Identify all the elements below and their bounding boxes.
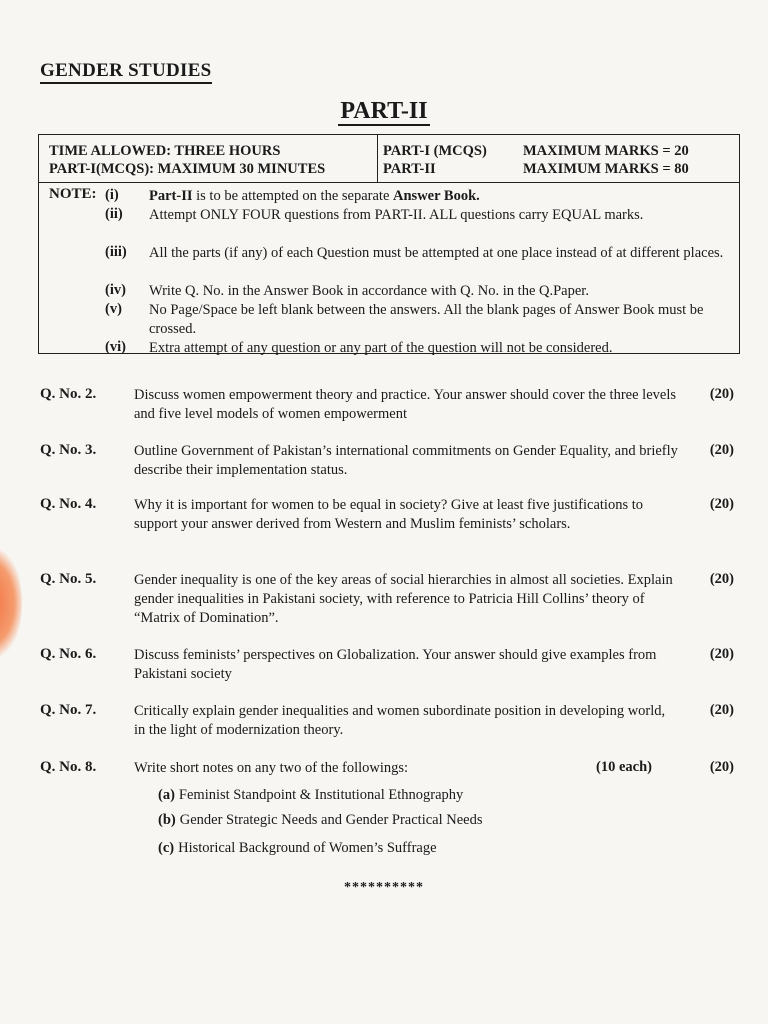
question-text: Write short notes on any two of the followings: <box>134 760 409 776</box>
part2-label: PART-II <box>383 161 436 177</box>
sub-item-a <box>158 787 463 804</box>
part1-label: PART-I (MCQS) <box>383 143 487 159</box>
note-text: No Page/Space be left blank between the answers. All the blank pages of Answer Book must be crossed. <box>149 302 704 337</box>
note-num: (ii) <box>105 206 123 222</box>
question-marks: (20) <box>709 646 734 662</box>
note-text: All the parts (if any) of each Question must be attempted at one place instead of at different places. <box>149 245 724 261</box>
part-title-text: PART-II <box>340 98 428 124</box>
question-marks: (20) <box>709 571 734 587</box>
note-num: (iv) <box>105 282 126 298</box>
question-each-marks: (10 each) <box>596 759 652 775</box>
part2-marks: MAXIMUM MARKS = 80 <box>523 161 689 177</box>
note-text: Extra attempt of any question or any part of the question will not be considered. <box>149 340 613 356</box>
note-label: NOTE: <box>49 186 97 202</box>
question-marks: (20) <box>709 759 734 775</box>
question-number: Q. No. 4. <box>40 496 97 512</box>
question-marks: (20) <box>709 386 734 402</box>
instructions-box <box>38 134 740 354</box>
note-text: Attempt ONLY FOUR questions from PART-II. ALL questions carry EQUAL marks. <box>149 207 644 223</box>
subject-title: GENDER STUDIES <box>40 60 212 84</box>
note-text <box>149 187 733 206</box>
question-number: Q. No. 2. <box>40 386 97 402</box>
question-number: Q. No. 6. <box>40 646 97 662</box>
note-num: (vi) <box>105 339 126 355</box>
sub-item-text: Feminist Standpoint & Institutional Ethnography <box>178 787 464 803</box>
question-number: Q. No. 3. <box>40 442 97 458</box>
sub-item-c <box>158 840 437 857</box>
question-text: Why it is important for women to be equal in society? Give at least five justifications to support your answer derived from Western and Muslim feminists’ scholars. <box>134 497 643 532</box>
note-text: Write Q. No. in the Answer Book in accordance with Q. No. in the Q.Paper. <box>149 283 589 299</box>
note-num: (v) <box>105 301 122 317</box>
note-bold: Part-II <box>149 188 193 204</box>
question-number: Q. No. 7. <box>40 702 97 718</box>
header-divider <box>377 135 378 182</box>
part1-marks: MAXIMUM MARKS = 20 <box>523 143 689 159</box>
time-allowed: TIME ALLOWED: THREE HOURS <box>49 143 281 159</box>
question-marks: (20) <box>709 702 734 718</box>
sub-item-text: Gender Strategic Needs and Gender Practical Needs <box>179 812 483 828</box>
sub-item-b <box>158 812 483 829</box>
question-text: Critically explain gender inequalities and women subordinate position in developing world, in the light of modernization theory. <box>134 703 666 738</box>
question-text: Discuss feminists’ perspectives on Globalization. Your answer should give examples from Pakistani society <box>134 647 657 682</box>
note-bold: Answer Book. <box>393 188 480 204</box>
note-text-mid: is to be attempted on the separate <box>192 188 394 204</box>
part-title <box>0 98 768 125</box>
question-marks: (20) <box>709 442 734 458</box>
mcq-time: PART-I(MCQS): MAXIMUM 30 MINUTES <box>49 161 326 177</box>
sub-item-label: (a) <box>158 787 175 803</box>
question-number: Q. No. 5. <box>40 571 97 587</box>
question-marks: (20) <box>709 496 734 512</box>
sub-item-label: (b) <box>158 812 176 828</box>
sub-item-text: Historical Background of Women’s Suffrage <box>178 840 437 856</box>
sub-item-label: (c) <box>158 840 175 856</box>
question-text: Discuss women empowerment theory and practice. Your answer should cover the three levels and five level models of women empowerment <box>134 387 676 422</box>
question-text: Outline Government of Pakistan’s international commitments on Gender Equality, and briefly describe their implementation status. <box>134 443 678 478</box>
note-num: (iii) <box>105 244 127 260</box>
note-num: (i) <box>105 187 119 203</box>
end-marker: ********** <box>344 880 424 895</box>
paper-stain <box>0 548 22 658</box>
question-text: Gender inequality is one of the key areas of social hierarchies in almost all societies. Explain gender inequalities in Pakistani society, with reference to Patricia Hill Collins’ theory of “Matrix of Domination”. <box>134 572 673 626</box>
question-number: Q. No. 8. <box>40 759 97 775</box>
